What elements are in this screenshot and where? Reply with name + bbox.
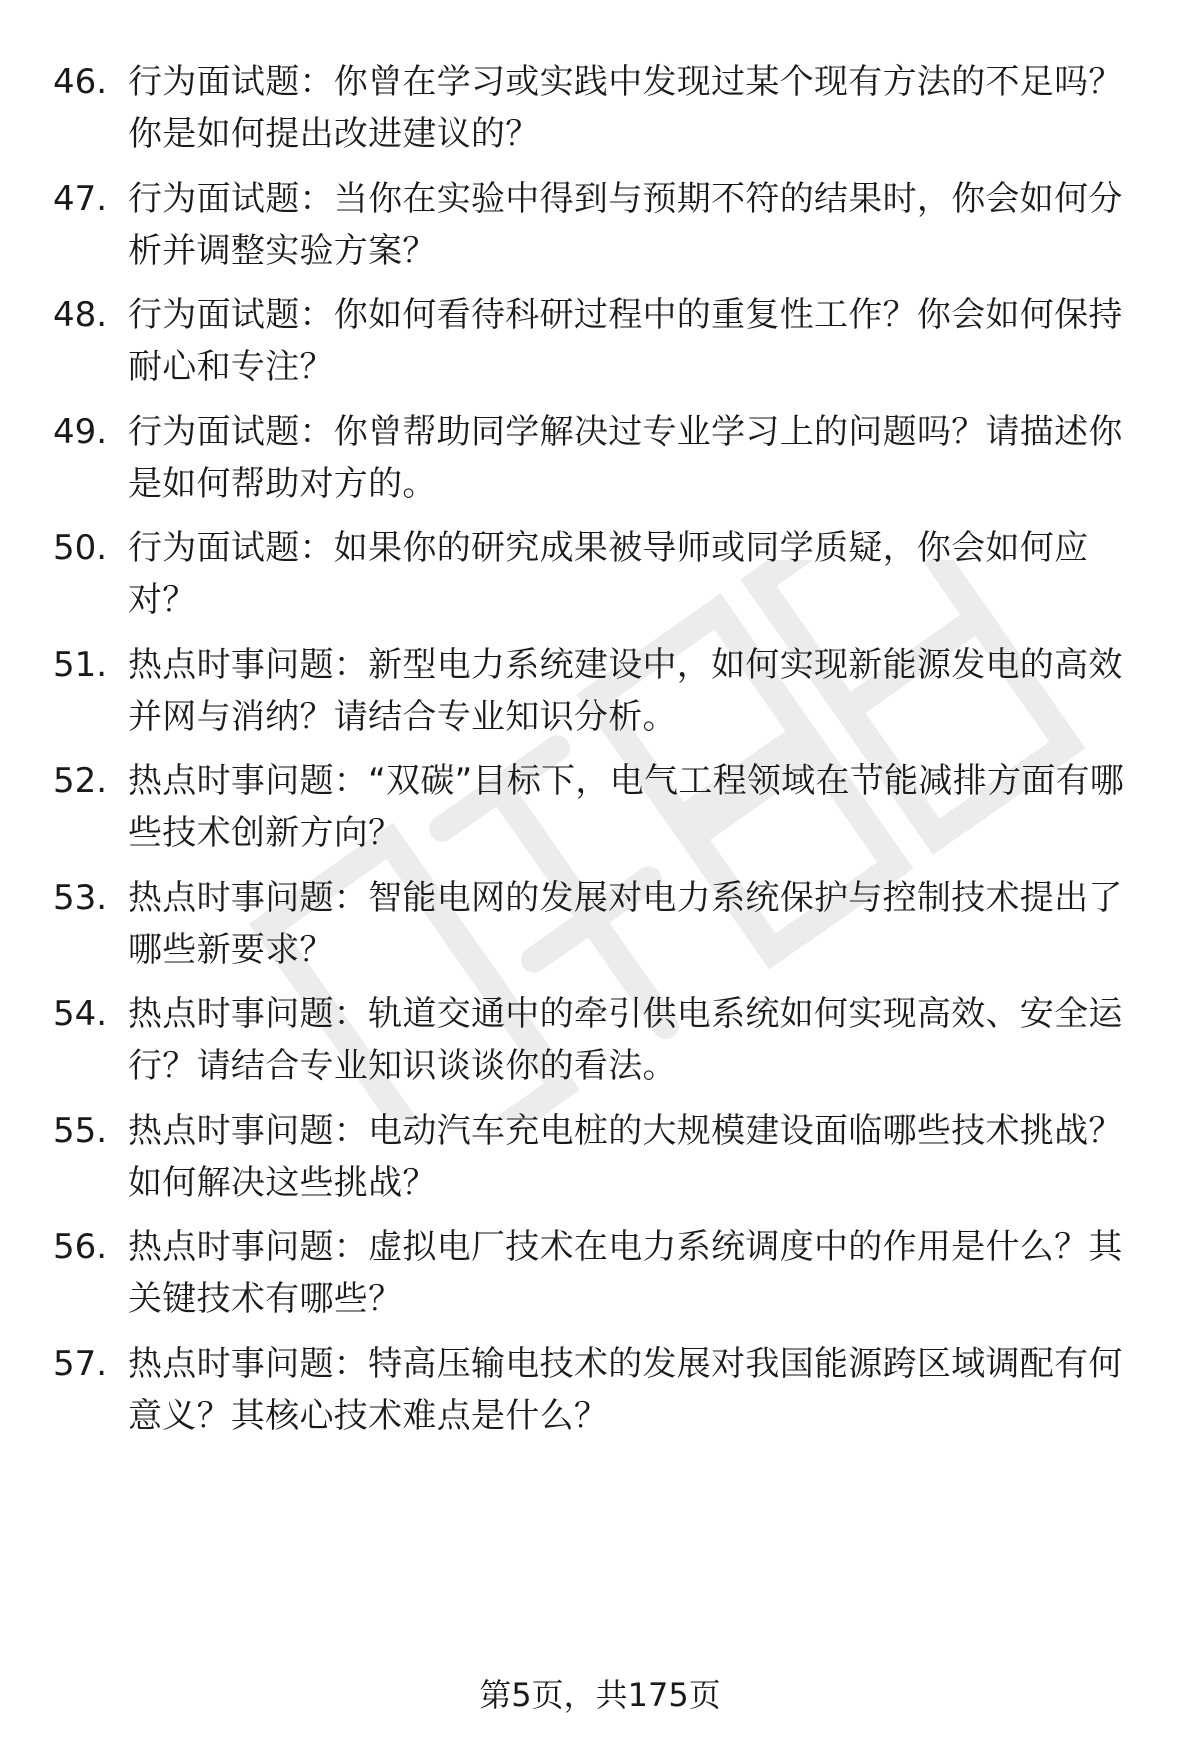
question-text: 热点时事问题：虚拟电厂技术在电力系统调度中的作用是什么？其关键技术有哪些？: [128, 1227, 1123, 1319]
page-footer: 第5页，共175页: [479, 1676, 721, 1714]
question-text: 行为面试题：当你在实验中得到与预期不符的结果时，你会如何分析并调整实验方案？: [128, 179, 1123, 271]
question-number: 56.: [53, 1227, 108, 1267]
list-item: [0, 56, 1200, 166]
list-item: [0, 1338, 1200, 1448]
question-number: 54.: [53, 994, 108, 1034]
question-number: 49.: [53, 412, 108, 452]
question-text: 热点时事问题：轨道交通中的牵引供电系统如何实现高效、安全运行？请结合专业知识谈谈你的看法。: [128, 994, 1123, 1086]
question-text: 行为面试题：你曾帮助同学解决过专业学习上的问题吗？请描述你是如何帮助对方的。: [128, 412, 1123, 504]
question-number: 46.: [53, 62, 108, 102]
question-number: 50.: [53, 528, 108, 568]
list-item: [0, 406, 1200, 516]
question-number: 52.: [53, 761, 108, 801]
list-item: [0, 173, 1200, 283]
question-text: 行为面试题：如果你的研究成果被导师或同学质疑，你会如何应对？: [128, 528, 1089, 620]
list-item: [0, 522, 1200, 632]
question-number: 51.: [53, 645, 108, 685]
question-text: 热点时事问题：“双碳”目标下，电气工程领域在节能减排方面有哪些技术创新方向？: [128, 761, 1125, 853]
question-number: 57.: [53, 1344, 108, 1384]
question-text: 行为面试题：你如何看待科研过程中的重复性工作？你会如何保持耐心和专注？: [128, 295, 1123, 387]
question-number: 48.: [53, 295, 108, 335]
question-number: 53.: [53, 878, 108, 918]
question-number: 47.: [53, 179, 108, 219]
list-item: [0, 872, 1200, 982]
list-item: [0, 1221, 1200, 1331]
list-item: [0, 988, 1200, 1098]
question-text: 行为面试题：你曾在学习或实践中发现过某个现有方法的不足吗？你是如何提出改进建议的？: [128, 62, 1123, 154]
question-number: 55.: [53, 1111, 108, 1151]
list-item: [0, 289, 1200, 399]
question-text: 热点时事问题：电动汽车充电桩的大规模建设面临哪些技术挑战？如何解决这些挑战？: [128, 1111, 1123, 1203]
list-item: [0, 639, 1200, 749]
question-text: 热点时事问题：新型电力系统建设中，如何实现新能源发电的高效并网与消纳？请结合专业知识分析。: [128, 645, 1123, 737]
question-text: 热点时事问题：特高压输电技术的发展对我国能源跨区域调配有何意义？其核心技术难点是什么？: [128, 1344, 1123, 1436]
question-text: 热点时事问题：智能电网的发展对电力系统保护与控制技术提出了哪些新要求？: [128, 878, 1123, 970]
list-item: [0, 1105, 1200, 1215]
list-item: [0, 755, 1200, 865]
